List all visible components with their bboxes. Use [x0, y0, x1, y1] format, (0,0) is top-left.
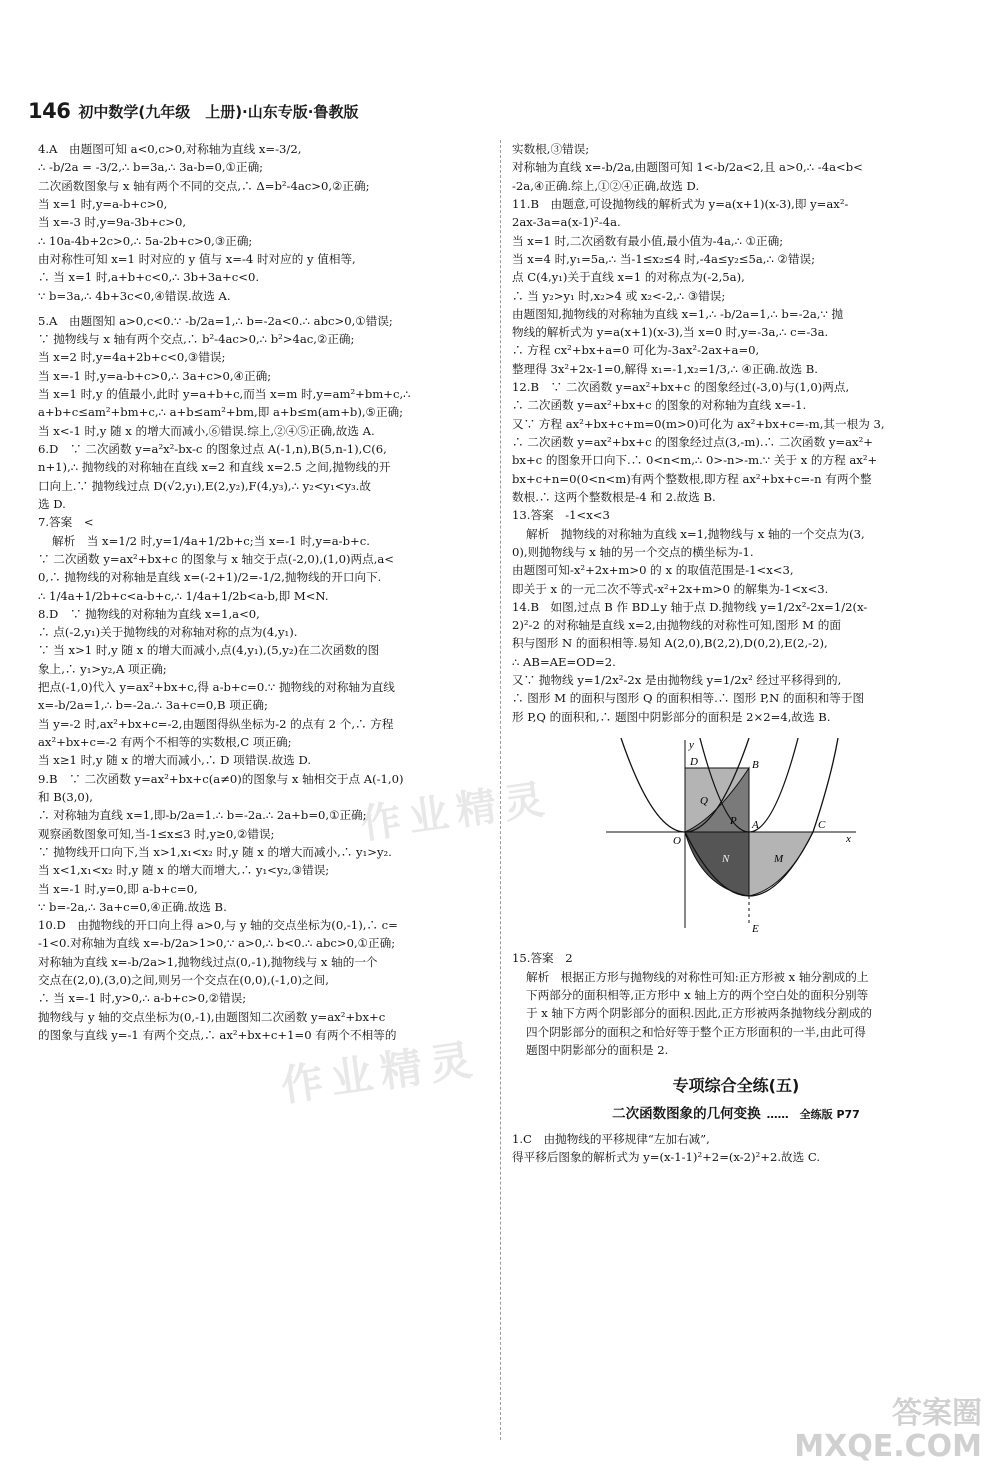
figure-label: B — [752, 759, 759, 771]
answer-line: 0,∴ 抛物线的对称轴是直线 x=(-2+1)/2=-1/2,抛物线的开口向下. — [38, 570, 382, 585]
section-title: 专项综合全练(五) — [672, 1076, 800, 1096]
answer-line: 选 D. — [38, 496, 66, 511]
page-header — [28, 98, 358, 124]
answer-line: bx+c+n=0(0<n<m)有两个整数根,即方程 ax²+bx+c=-n 有两个整 — [512, 471, 872, 486]
watermark-logo-text: 答案圈 — [892, 1396, 982, 1431]
answer-line: 2)²-2 的对称轴是直线 x=2,由抛物线的对称性可知,图形 M 的面 — [512, 618, 841, 633]
right-column — [512, 140, 960, 1166]
answer-line: 4.A 由题图可知 a<0,c>0,对称轴为直线 x=-3/2, — [38, 142, 302, 156]
answer-line: ∵ 当 x>1 时,y 随 x 的增大而减小,点(4,y₁),(5,y₂)在二次函数的图 — [38, 643, 380, 658]
shaded-region-n — [685, 832, 749, 896]
answer-line: 对称轴为直线 x=-b/2a>1,抛物线过点(0,-1),抛物线与 x 轴的一个 — [38, 954, 378, 969]
answer-line: 由题图知,抛物线的对称轴为直线 x=1,∴ -b/2a=1,∴ b=-2a,∵ 抛 — [512, 306, 844, 321]
answer-line: 四个阴影部分的面积之和恰好等于整个正方形面积的一半,由此可得 — [526, 1024, 866, 1039]
answer-line: 当 y=-2 时,ax²+bx+c=-2,由题图得纵坐标为-2 的点有 2 个,∴ 方程 — [38, 716, 394, 731]
watermark: 作业精灵 — [358, 775, 555, 849]
answer-line: 7.答案 < — [38, 515, 94, 530]
page-number: 146 — [28, 99, 71, 123]
section-ref: …… 全练版 P77 — [766, 1108, 860, 1122]
answer-line: 当 x=-3 时,y=9a-3b+c>0, — [38, 215, 187, 230]
answer-line: 解析 根据正方形与抛物线的对称性可知:正方形被 x 轴分割成的上 — [526, 969, 869, 984]
section-subtitle-row — [512, 1104, 960, 1125]
column-divider — [500, 140, 501, 1440]
answer-line: 当 x=1 时,二次函数有最小值,最小值为-4a,∴ ①正确; — [512, 233, 784, 248]
answer-line: 当 x=1 时,y 的值最小,此时 y=a+b+c,而当 x=m 时,y=am²+bm+c,∴ — [38, 387, 411, 402]
answer-line: 2ax-3a=a(x-1)²-4a. — [512, 215, 621, 230]
answer-line: ∵ 抛物线与 x 轴有两个交点,∴ b²-4ac>0,∴ b²>4ac,②正确; — [38, 332, 355, 347]
figure-label: C — [818, 819, 826, 831]
answer-line: 15.答案 2 — [512, 951, 573, 966]
answer-line: -1<0.对称轴为直线 x=-b/2a>1>0,∵ a>0,∴ b<0.∴ abc>0,①正确; — [38, 936, 396, 951]
answer-line: 下两部分的面积相等,正方形中 x 轴上方的两个空白处的面积分别等 — [526, 987, 869, 1002]
answer-line: ∴ AB=AE=OD=2. — [512, 654, 616, 669]
watermark: 作业精灵 — [277, 1034, 483, 1111]
answer-line: n+1),∴ 抛物线的对称轴在直线 x=2 和直线 x=2.5 之间,抛物线的开 — [38, 460, 391, 475]
answer-line: 当 x<-1 时,y 随 x 的增大而减小,⑥错误.综上,②④⑤正确,故选 A. — [38, 423, 375, 438]
answer-line: ax²+bx+c=-2 有两个不相等的实数根,C 项正确; — [38, 735, 292, 749]
answer-line: 观察函数图象可知,当-1≤x≤3 时,y≥0,②错误; — [38, 826, 275, 841]
figure-label: x — [846, 833, 851, 845]
answer-line: 物线的解析式为 y=a(x+1)(x-3),当 x=0 时,y=-3a,∴ c=-3a. — [512, 325, 829, 340]
answer-line: 数根.∴ 这两个整数根是-4 和 2.故选 B. — [512, 489, 716, 504]
answer-line: ∵ b=-2a,∴ 3a+c=0,④正确.故选 B. — [38, 899, 227, 914]
answer-line: 当 x=-1 时,y=0,即 a-b+c=0, — [38, 881, 198, 896]
answer-line: 抛物线与 y 轴的交点坐标为(0,-1),由题图知二次函数 y=ax²+bx+c — [38, 1009, 386, 1024]
answer-line: ∴ 当 x=1 时,a+b+c<0,∴ 3b+3a+c<0. — [38, 270, 260, 285]
answer-line: 8.D ∵ 抛物线的对称轴为直线 x=1,a<0, — [38, 606, 260, 621]
answer-line: 又∵ 抛物线 y=1/2x²-2x 是由抛物线 y=1/2x² 经过平移得到的, — [512, 673, 842, 688]
answer-line: 当 x<1,x₁<x₂ 时,y 随 x 的增大而增大,∴ y₁<y₂,③错误; — [38, 863, 330, 878]
figure-label: P — [730, 815, 737, 827]
answer-line: ∴ 图形 M 的面积与图形 Q 的面积相等.∴ 图形 P,N 的面积和等于图 — [512, 691, 865, 706]
answer-line: 形 P,Q 的面积和,∴ 题图中阴影部分的面积是 2×2=4,故选 B. — [512, 709, 831, 724]
answer-line: ∴ 10a-4b+2c>0,∴ 5a-2b+c>0,③正确; — [38, 233, 253, 248]
answer-line: 0),则抛物线与 x 轴的另一个交点的横坐标为-1. — [512, 544, 754, 559]
figure-label: M — [774, 853, 784, 865]
answer-line: ∴ 当 y₂>y₁ 时,x₂>4 或 x₂<-2,∴ ③错误; — [512, 288, 726, 303]
answer-line: ∴ 对称轴为直线 x=1,即-b/2a=1.∴ b=-2a.∴ 2a+b=0,①正确; — [38, 808, 367, 823]
answer-line: 对称轴为直线 x=-b/2a,由题图可知 1<-b/2a<2,且 a>0,∴ -4a<b< — [512, 160, 863, 175]
answer-line: 解析 抛物线的对称轴为直线 x=1,抛物线与 x 轴的一个交点为(3, — [526, 526, 865, 541]
answer-line: 象上,∴ y₁>y₂,A 项正确; — [38, 661, 167, 676]
answer-line: 得平移后图象的解析式为 y=(x-1-1)²+2=(x-2)²+2.故选 C. — [512, 1150, 821, 1165]
answer-line: 当 x=4 时,y₁=5a,∴ 当-1≤x₂≤4 时,-4a≤y₂≤5a,∴ ②错误; — [512, 251, 816, 266]
answer-line: 5.A 由题图知 a>0,c<0.∵ -b/2a=1,∴ b=-2a<0.∴ abc>0,①错误; — [38, 313, 393, 328]
answer-line: ∴ 二次函数 y=ax²+bx+c 的图象的对称轴为直线 x=-1. — [512, 398, 807, 413]
answer-line: -2a,④正确.综上,①②④正确,故选 D. — [512, 178, 700, 193]
answer-line: 于 x 轴下方两个阴影部分的面积.因此,正方形被两条抛物线分割成的 — [526, 1006, 872, 1021]
answer-line: 即关于 x 的一元二次不等式-x²+2x+m>0 的解集为-1<x<3. — [512, 581, 829, 596]
answer-line: 整理得 3x²+2x-1=0,解得 x₁=-1,x₂=1/3,∴ ④正确.故选 B. — [512, 361, 818, 376]
answer-line: ∴ 1/4a+1/2b+c<a-b+c,∴ 1/4a+1/2b<a-b,即 M<N. — [38, 588, 329, 603]
answer-line: ∴ 方程 cx²+bx+a=0 可化为-3ax²-2ax+a=0, — [512, 343, 760, 358]
figure-label: E — [752, 923, 759, 935]
figure-label: D — [690, 756, 698, 768]
answer-line: 13.答案 -1<x<3 — [512, 508, 610, 523]
answer-line: 当 x=-1 时,y=a-b+c>0,∴ 3a+c>0,④正确; — [38, 368, 272, 383]
parabola-figure — [606, 738, 858, 938]
answer-line: ∴ 二次函数 y=ax²+bx+c 的图象经过点(3,-m).∴ 二次函数 y=ax²+ — [512, 435, 873, 449]
answer-line: 的图象与直线 y=-1 有两个交点,∴ ax²+bx+c+1=0 有两个不相等的 — [38, 1028, 397, 1042]
answer-line: 二次函数图象与 x 轴有两个不同的交点,∴ Δ=b²-4ac>0,②正确; — [38, 178, 370, 193]
left-column — [38, 140, 493, 1044]
answer-line: ∵ b=3a,∴ 4b+3c<0,④错误.故选 A. — [38, 288, 231, 303]
answer-line: ∴ 当 x=-1 时,y>0,∴ a-b+c>0,②错误; — [38, 991, 247, 1006]
answer-line: a+b+c≤am²+bm+c,∴ a+b≤am²+bm,即 a+b≤m(am+b),⑤正确; — [38, 405, 404, 420]
watermark-logo — [794, 1397, 982, 1463]
answer-line: 11.B 由题意,可设抛物线的解析式为 y=a(x+1)(x-3),即 y=ax²- — [512, 196, 849, 211]
book-title: 初中数学(九年级 上册)·山东专版·鲁教版 — [78, 102, 359, 121]
watermark-logo-url: MXQE.COM — [794, 1429, 982, 1464]
answer-line: ∵ 抛物线开口向下,当 x>1,x₁<x₂ 时,y 随 x 的增大而减小,∴ y₁>y₂. — [38, 844, 392, 859]
section-subtitle: 二次函数图象的几何变换 — [612, 1106, 761, 1123]
answer-line: 又∵ 方程 ax²+bx+c+m=0(m>0)可化为 ax²+bx+c=-m,其一根为 3, — [512, 416, 885, 431]
answer-line: 把点(-1,0)代入 y=ax²+bx+c,得 a-b+c=0.∵ 抛物线的对称轴为直线 — [38, 680, 395, 695]
answer-line: 交点在(2,0),(3,0)之间,则另一个交点在(0,0),(-1,0)之间, — [38, 973, 329, 988]
answer-line: 积与图形 N 的面积相等.易知 A(2,0),B(2,2),D(0,2),E(2,-2), — [512, 636, 828, 651]
answer-line: 当 x=2 时,y=4a+2b+c<0,③错误; — [38, 350, 226, 365]
figure-label: N — [722, 853, 730, 865]
answer-line: ∴ -b/2a = -3/2,∴ b=3a,∴ 3a-b=0,①正确; — [38, 160, 264, 175]
answer-line: ∵ 二次函数 y=ax²+bx+c 的图象与 x 轴交于点(-2,0),(1,0)两点,a< — [38, 551, 394, 566]
figure-label: Q — [700, 795, 708, 807]
answer-line: 和 B(3,0), — [38, 789, 93, 804]
figure-label: O — [673, 835, 681, 847]
answer-line: bx+c 的图象开口向下.∴ 0<n<m,∴ 0>-n>-m.∵ 关于 x 的方程 ax²+ — [512, 453, 878, 468]
answer-line: 12.B ∵ 二次函数 y=ax²+bx+c 的图象经过(-3,0)与(1,0)两点, — [512, 380, 850, 395]
answer-line: 14.B 如图,过点 B 作 BD⊥y 轴于点 D.抛物线 y=1/2x²-2x=1/2(x- — [512, 599, 868, 614]
figure-label: y — [689, 739, 694, 751]
answer-line: 点 C(4,y₁)关于直线 x=1 的对称点为(-2,5a), — [512, 270, 745, 285]
answer-line: 当 x=1 时,y=a-b+c>0, — [38, 196, 168, 211]
figure-label: A — [752, 819, 759, 831]
answer-line: 10.D 由抛物线的开口向上得 a>0,与 y 轴的交点坐标为(0,-1),∴ c= — [38, 918, 398, 933]
answer-line: 9.B ∵ 二次函数 y=ax²+bx+c(a≠0)的图象与 x 轴相交于点 A(-1,0) — [38, 771, 404, 786]
answer-line: ∴ 点(-2,y₁)关于抛物线的对称轴对称的点为(4,y₁). — [38, 625, 298, 640]
answer-line: 实数根,③错误; — [512, 142, 590, 156]
answer-line: x=-b/2a=1,∴ b=-2a.∴ 3a+c=0,B 项正确; — [38, 698, 268, 713]
answer-line: 口向上.∵ 抛物线过点 D(√2,y₁),E(2,y₂),F(4,y₃),∴ y₂<y₁<y₃.故 — [38, 478, 371, 493]
answer-line: 由对称性可知 x=1 时对应的 y 值与 x=-4 时对应的 y 值相等, — [38, 251, 356, 266]
answer-line: 当 x≥1 时,y 随 x 的增大而减小,∴ D 项错误.故选 D. — [38, 753, 312, 768]
answer-line: 1.C 由抛物线的平移规律“左加右减”, — [512, 1131, 710, 1146]
answer-line: 由题图可知-x²+2x+m>0 的 x 的取值范围是-1<x<3, — [512, 563, 794, 578]
answer-line: 6.D ∵ 二次函数 y=a²x²-bx-c 的图象过点 A(-1,n),B(5,n-1),C(6, — [38, 442, 387, 456]
answer-line: 题图中阴影部分的面积是 2. — [526, 1042, 669, 1057]
answer-line: 解析 当 x=1/2 时,y=1/4a+1/2b+c;当 x=-1 时,y=a-b+c. — [52, 533, 370, 548]
